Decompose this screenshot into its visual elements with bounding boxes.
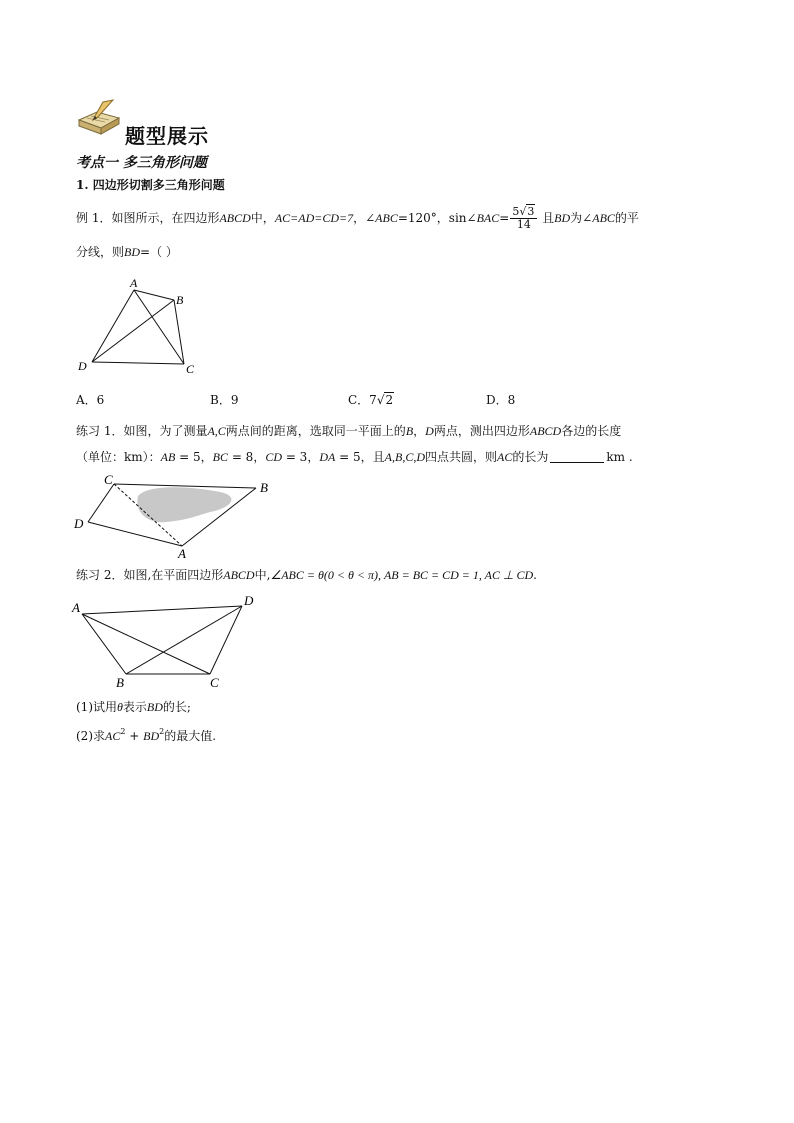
label-a: A [178,546,186,561]
pond-shape [137,487,231,522]
edge-bc [174,300,184,364]
exercise2-q1: (1)试用θ表示BD的长; [76,700,191,714]
fraction: $\frac{5√3}{14}$ [510,206,537,231]
page-title: 题型展示 [125,124,209,148]
label-c: C [210,675,219,690]
edge-ad [82,606,242,614]
option-b: B．9 [210,393,239,407]
label-a: A [72,600,80,615]
label-c: C [104,472,113,487]
edge-dc [210,606,242,674]
edge-ad [88,522,182,546]
label-c: C [186,362,195,376]
option-d: D．8 [486,393,516,407]
label-d: D [244,593,254,608]
label-b: B [176,293,184,307]
option-c: C．7√2 [348,393,394,407]
exercise2-figure [70,592,270,692]
exercise2-line1: 练习 2．如图,在平面四边形ABCD中,∠ABC = θ(0 < θ < π), AB = BC = CD = 1, AC ⊥ CD. [76,568,537,582]
edge-da [92,290,134,362]
exercise1-line1: 练习 1．如图，为了测量A,C两点间的距离，选取同一平面上的B，D两点，测出四边形ABCD各边的长度 [76,424,622,438]
example1-line1: 例 1．如图所示，在四边形ABCD中，AC=AD=CD=7，∠ABC=120°，sin∠BAC= $\frac{5√3}{14}$ 且BD为∠ABC的平 [76,205,639,231]
diagonal-bd [126,606,242,674]
edge-cb [114,484,256,488]
example1-figure [76,274,206,378]
section-title: 考点一 多三角形问题 [76,155,207,171]
edge-ba [82,614,126,674]
exercise2-q2: (2)求$AC^2 + BD^2$的最大值. [76,727,217,743]
label-a: A [130,276,138,290]
answer-blank [550,450,604,463]
option-a: A．6 [76,393,105,407]
label-b: B [260,480,268,495]
section-subtitle: 1. 四边形切割多三角形问题 [76,178,225,192]
example1-line2: 分线，则BD=（ ） [76,245,178,259]
label-b: B [116,675,124,690]
label-d: D [78,359,87,373]
label-d: D [74,516,84,531]
exercise1-line2: （单位：km）：AB = 5，BC = 8，CD = 3，DA = 5，且A,B,C,D四点共圆，则AC的长为 km . [76,450,633,464]
edge-dc [88,484,114,522]
exercise1-figure [70,470,290,562]
edge-cd [92,362,184,364]
diagonal-ac [82,614,210,674]
notebook-pencil-icon [75,98,123,144]
